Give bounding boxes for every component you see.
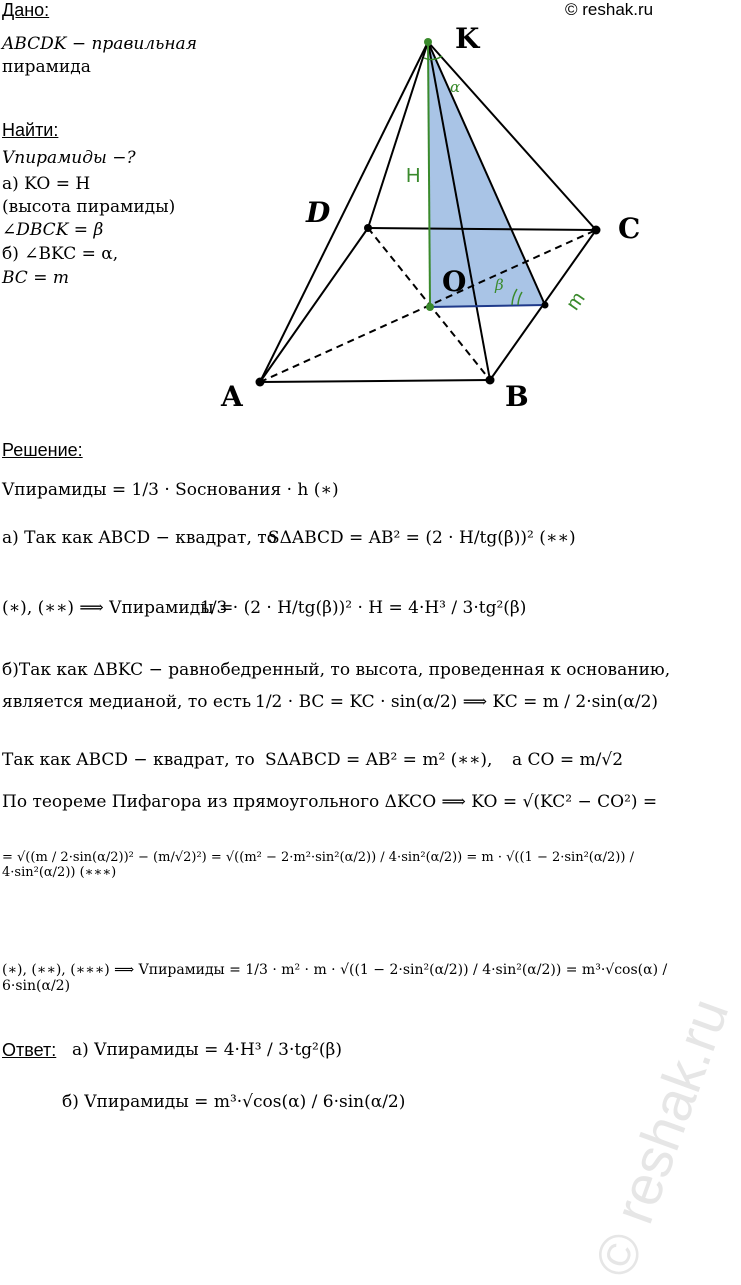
solution-line-1: Vпирамиды = 1/3 · Sоснования · h (∗) <box>2 480 339 500</box>
find-a1: а) KO = H <box>2 174 91 194</box>
find-a3: ∠DBCK = β <box>2 220 104 240</box>
edge-ad <box>260 228 368 382</box>
find-title: Найти: <box>2 120 59 140</box>
find-a2: (высота пирамиды) <box>2 197 176 217</box>
label-k: K <box>455 22 480 55</box>
solution-line-6a: Так как ABCD − квадрат, то <box>2 750 255 770</box>
solution-line-9: (∗), (∗∗), (∗∗∗) ⟹ Vпирамиды = 1/3 · m² · m · √((1 − 2·sin²(α/2)) / 4·sin²(α/2)) = m³·√cos(α) / 6·sin(α/2) <box>2 962 668 994</box>
given-line-2: пирамида <box>2 57 91 77</box>
point-d <box>364 224 372 232</box>
watermark: © reshak.ru <box>581 990 741 1285</box>
solution-line-6b: SΔABCD = AB² = m² (∗∗), <box>265 750 493 770</box>
site-credit: © reshak.ru <box>565 0 654 19</box>
given-title: Дано: <box>2 0 50 20</box>
label-m: m <box>562 288 590 315</box>
label-h: H <box>406 165 421 187</box>
label-d: D <box>306 196 331 229</box>
answer-title: Ответ: <box>2 1040 57 1060</box>
solution-line-3a: (∗), (∗∗) ⟹ Vпирамиды = <box>2 598 234 618</box>
label-alpha: α <box>450 78 461 96</box>
point-a <box>256 378 265 387</box>
edge-kd <box>368 42 428 228</box>
solution-line-2a: а) Так как ABCD − квадрат, то <box>2 528 277 548</box>
answer-a: а) Vпирамиды = 4·H³ / 3·tg²(β) <box>72 1040 342 1060</box>
label-a: A <box>221 380 243 413</box>
label-o: O <box>442 265 467 298</box>
pyramid-figure <box>0 0 700 430</box>
point-o <box>426 303 434 311</box>
point-c <box>592 226 601 235</box>
point-k <box>424 38 432 46</box>
solution-line-5a: является медианой, то есть <box>2 692 252 712</box>
edge-ka <box>260 42 428 382</box>
solution-line-3b: 1/3 · (2 · H/tg(β))² · H = 4·H³ / 3·tg²(β) <box>200 598 527 618</box>
label-beta: β <box>495 276 504 294</box>
solution-line-2b: SΔABCD = AB² = (2 · H/tg(β))² (∗∗) <box>268 528 576 548</box>
label-c: C <box>618 212 641 245</box>
solution-title: Решение: <box>2 440 83 460</box>
find-b1: б) ∠BKC = α, <box>2 244 119 264</box>
solution-line-4: б)Так как ΔBKC − равнобедренный, то высота, проведенная к основанию, <box>2 660 671 680</box>
given-line-1: ABCDK − правильная <box>2 34 197 54</box>
solution-line-7: По теореме Пифагора из прямоугольного ΔKCO ⟹ KO = √(KC² − CO²) = <box>2 792 658 812</box>
solution-line-6c: а CO = m/√2 <box>512 750 624 770</box>
point-b <box>486 376 495 385</box>
label-b: B <box>505 380 529 413</box>
edge-dc <box>368 228 596 230</box>
edge-ab <box>260 380 490 382</box>
solution-line-5b: 1/2 · BC = KC · sin(α/2) ⟹ KC = m / 2·sin(α/2) <box>255 692 659 712</box>
find-b2: BC = m <box>2 268 69 288</box>
solution-line-8: = √((m / 2·sin(α/2))² − (m/√2)²) = √((m² − 2·m²·sin²(α/2)) / 4·sin²(α/2)) = m · √((1 − 2·sin²(α/2)) / 4·sin²(α/2)) (∗∗∗) <box>2 850 634 880</box>
answer-b: б) Vпирамиды = m³·√cos(α) / 6·sin(α/2) <box>62 1092 406 1112</box>
find-volume: Vпирамиды −? <box>2 148 136 168</box>
point-m <box>542 302 549 309</box>
